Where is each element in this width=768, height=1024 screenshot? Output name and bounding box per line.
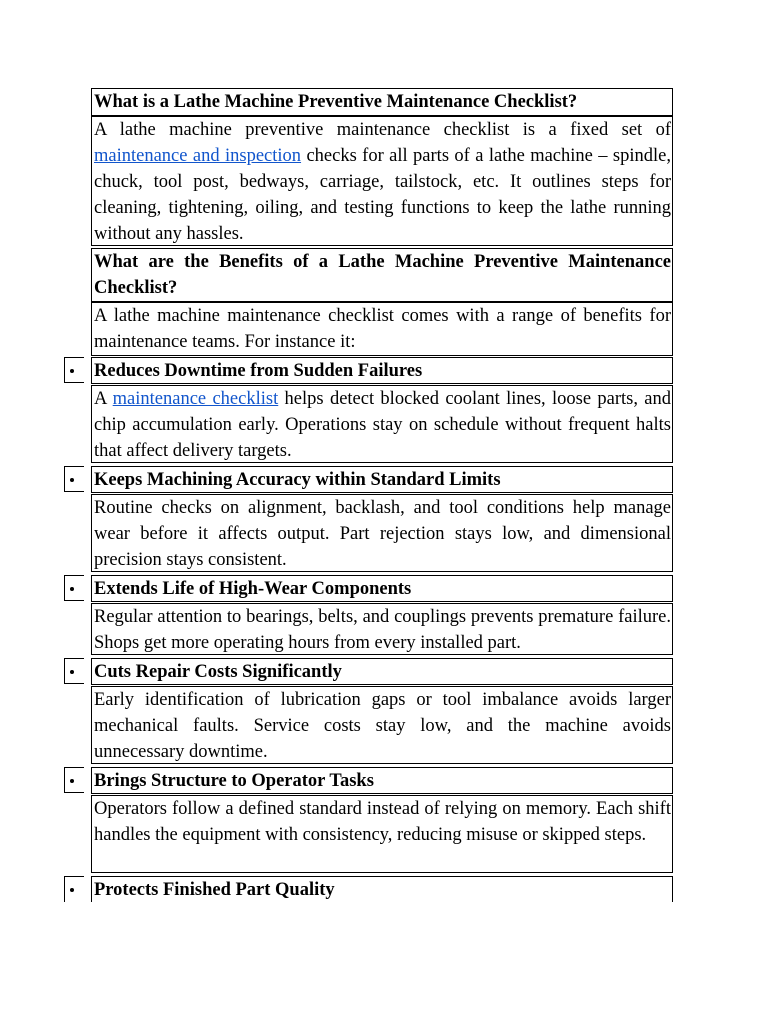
benefit-title: Keeps Machining Accuracy within Standard Limits xyxy=(94,470,501,490)
maintenance-checklist-link[interactable]: maintenance checklist xyxy=(112,389,279,409)
benefit-title: Brings Structure to Operator Tasks xyxy=(94,771,374,791)
benefit-title: Reduces Downtime from Sudden Failures xyxy=(94,361,423,381)
section-body-what-is xyxy=(91,116,673,246)
paragraph: Routine checks on alignment, backlash, and tool conditions help manage wear before it affects output. Part rejection stays low, and dimensional precision stays consistent. xyxy=(94,498,671,570)
bullet-dot-icon xyxy=(70,779,74,783)
benefit-body xyxy=(91,385,673,463)
bullet-marker xyxy=(64,658,84,684)
benefit-body xyxy=(91,494,673,572)
text-run: helps detect blocked coolant lines, loose parts, and chip accumulation early. Operations stay on schedule without frequent halts that affect delivery targets. xyxy=(94,389,671,461)
text-run: A xyxy=(94,389,113,409)
benefit-body xyxy=(91,795,673,873)
paragraph: Early identification of lubrication gaps or tool imbalance avoids larger mechanical faults. Service costs stay low, and the machine avoids unnecessary downtime. xyxy=(94,690,671,762)
text-run: A lathe machine preventive maintenance checklist is a fixed set of xyxy=(94,120,671,140)
bullet-marker xyxy=(64,575,84,601)
paragraph xyxy=(92,386,672,464)
benefit-title-row xyxy=(91,575,673,602)
benefit-title-row xyxy=(91,767,673,794)
bullet-marker xyxy=(64,357,84,383)
section-heading-benefits xyxy=(91,248,673,302)
bullet-dot-icon xyxy=(70,478,74,482)
benefit-title-row xyxy=(91,876,673,902)
paragraph: Operators follow a defined standard instead of relying on memory. Each shift handles the equipment with consistency, reducing misuse or skipped steps. xyxy=(94,799,671,845)
bullet-marker xyxy=(64,767,84,793)
benefit-title-row xyxy=(91,658,673,685)
benefit-body xyxy=(91,603,673,655)
heading-text: What is a Lathe Machine Preventive Maintenance Checklist? xyxy=(94,92,578,112)
benefit-title-row xyxy=(91,357,673,384)
paragraph: A lathe machine maintenance checklist comes with a range of benefits for maintenance teams. For instance it: xyxy=(94,306,671,352)
benefit-title: Cuts Repair Costs Significantly xyxy=(94,662,342,682)
bullet-dot-icon xyxy=(70,670,74,674)
maintenance-and-inspection-link[interactable]: maintenance and inspection xyxy=(94,146,302,166)
text-run: checks for all parts of a lathe machine – spindle, chuck, tool post, bedways, carriage, tailstock, etc. It outlines steps for cleaning, tightening, oiling, and testing functions to keep the lathe running without any hassles. xyxy=(94,146,671,244)
bullet-dot-icon xyxy=(70,587,74,591)
benefit-title-row xyxy=(91,466,673,493)
paragraph: Regular attention to bearings, belts, and couplings prevents premature failure. Shops get more operating hours from every installed part. xyxy=(94,607,671,653)
section-heading-what-is xyxy=(91,88,673,116)
heading-text: What are the Benefits of a Lathe Machine Preventive Maintenance Checklist? xyxy=(94,252,671,298)
bullet-dot-icon xyxy=(70,888,74,892)
benefit-title: Extends Life of High-Wear Components xyxy=(94,579,412,599)
bullet-dot-icon xyxy=(70,369,74,373)
benefit-title: Protects Finished Part Quality xyxy=(94,880,335,900)
paragraph xyxy=(92,117,672,247)
bullet-marker xyxy=(64,876,84,902)
bullet-marker xyxy=(64,466,84,492)
benefit-body xyxy=(91,686,673,764)
section-body-benefits xyxy=(91,302,673,356)
